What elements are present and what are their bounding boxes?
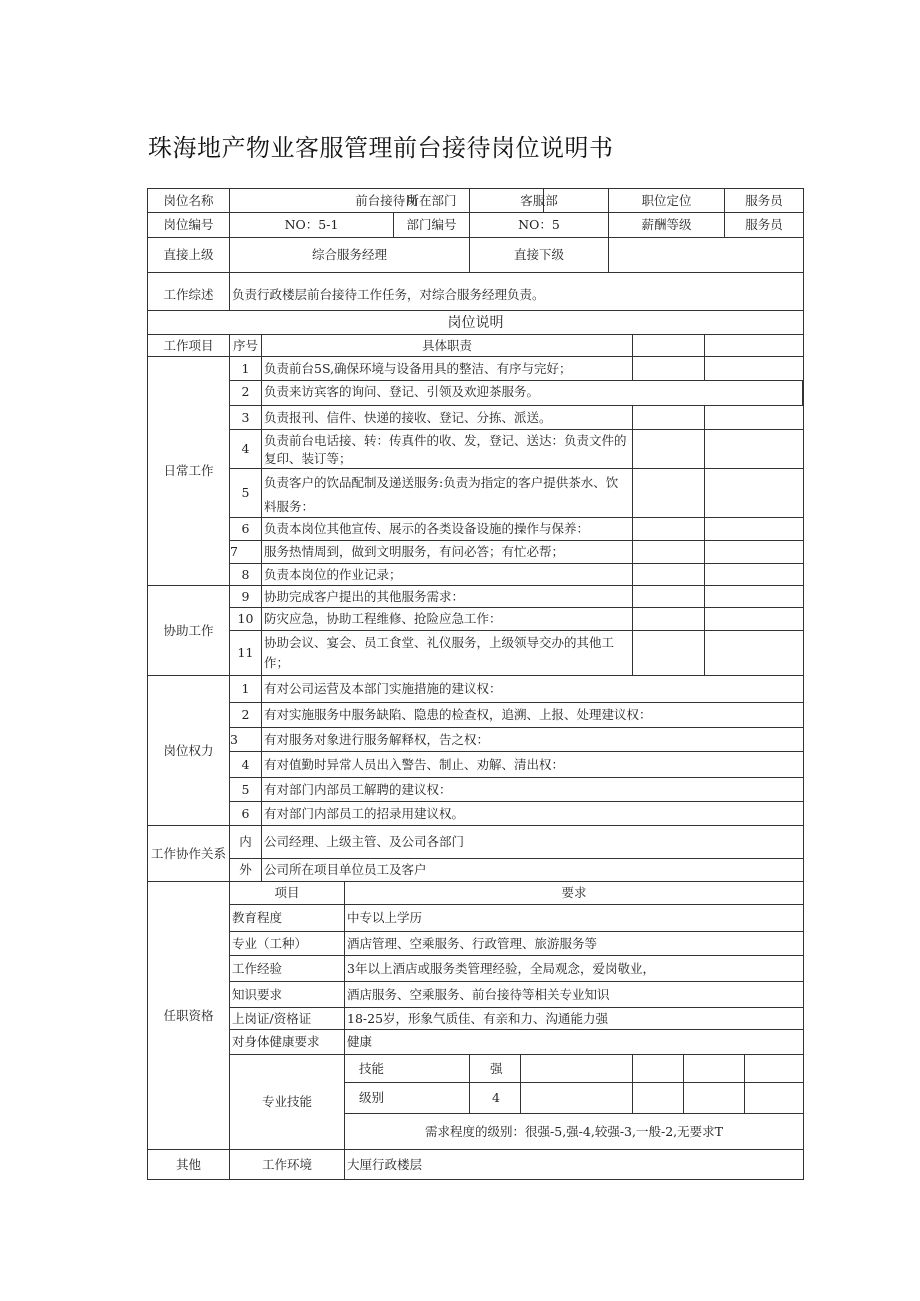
duty-cell: 有对实施服务中服务缺陷、隐患的检查权，追溯、上报、处理建议权：: [262, 703, 803, 728]
col-item: 工作项目: [148, 335, 230, 357]
qual-item: 专业（工种）: [230, 932, 345, 956]
duty-cell: 负责来访宾客的询问、登记、引领及欢迎茶服务。: [262, 381, 803, 406]
dept-value: 客服部: [470, 189, 609, 213]
blank-cell: [705, 608, 803, 631]
seq-cell: 6: [230, 802, 262, 826]
authority-label: 岗位权力: [148, 676, 230, 826]
blank-cell: [633, 608, 705, 631]
seq-cell: 5: [230, 778, 262, 802]
seq-cell: 2: [230, 381, 262, 406]
blank-cell: [633, 541, 705, 564]
blank-cell: [705, 564, 803, 586]
env-value: 大厘行政楼层: [347, 1156, 423, 1172]
skill-grid-cell: [633, 1055, 684, 1083]
relation-inner: 公司经理、上级主管、及公司各部门: [262, 826, 803, 859]
salary-value: 服务员: [725, 213, 803, 238]
duty-cell: 有对部门内部员工的招录用建议权。: [262, 802, 803, 826]
blank-cell: [705, 586, 803, 608]
qual-req: 18-25岁，形象气质佳、有亲和力、沟通能力强: [345, 1008, 803, 1030]
blank-cell: [705, 335, 803, 357]
relation-outer-label: 外: [230, 859, 262, 882]
dept-label: 所在部门: [394, 189, 470, 213]
blank-cell: [633, 586, 705, 608]
seq-cell: 7: [230, 541, 262, 564]
qual-req: 3年以上酒店或服务类管理经验，全局观念，爱岗敬业，: [345, 956, 803, 982]
blank-cell: [633, 518, 705, 541]
skill-grid-cell: [521, 1055, 633, 1083]
duty-cell: 协助完成客户提出的其他服务需求：: [262, 586, 633, 608]
qual-req: 酒店服务、空乘服务、前台接待等相关专业知识: [345, 982, 803, 1008]
pos-no-value: NO：5-1: [230, 213, 394, 238]
skill-level-label: 级别: [345, 1083, 470, 1114]
duty-cell: 负责前台5S,确保环境与设备用具的整洁、有序与完好；: [262, 357, 633, 381]
blank-cell: [705, 406, 803, 430]
pos-name-value: 前台接待岗: [230, 189, 544, 213]
blank-cell: [633, 631, 705, 676]
skill-note: 需求程度的级别：很强-5,强-4,较强-3,一般-2,无要求T: [345, 1114, 803, 1150]
seq-cell: 10: [230, 608, 262, 631]
seq-cell: 4: [230, 430, 262, 469]
duty-cell: 有对公司运营及本部门实施措施的建议权：: [262, 676, 803, 703]
relation-inner-label: 内: [230, 826, 262, 859]
blank-cell: [633, 335, 705, 357]
dept-no-value: NO：5: [470, 213, 609, 238]
skill-grid-cell: [684, 1083, 745, 1114]
blank-cell: [633, 430, 705, 469]
section-title: 岗位说明: [148, 311, 803, 335]
blank-cell: [633, 357, 705, 381]
col-duty: 具体职责: [262, 335, 633, 357]
col-seq: 序号: [230, 335, 262, 357]
duty-cell: 服务热情周到，做到文明服务，有问必答；有忙必帮；: [262, 541, 633, 564]
pos-name-label: 岗位名称: [148, 189, 230, 213]
duty-cell: 有对值勤时异常人员出入警告、制止、劝解、清出权：: [262, 752, 803, 778]
skill-grid-cell: [521, 1083, 633, 1114]
qualification-label: 任职资格: [148, 882, 230, 1150]
skill-label: 专业技能: [230, 1055, 345, 1150]
seq-cell: 8: [230, 564, 262, 586]
skill-grid-cell: [684, 1055, 745, 1083]
qual-item: 知识要求: [230, 982, 345, 1008]
relation-label: 工作协作关系: [148, 826, 230, 882]
skill-grid-cell: [745, 1083, 803, 1114]
blank-cell: [705, 541, 803, 564]
other-label: 其他: [148, 1150, 230, 1179]
skill-grid-cell: [745, 1055, 803, 1083]
duty-cell: 防灾应急，协助工程维修、抢险应急工作：: [262, 608, 633, 631]
qual-req: 酒店管理、空乘服务、行政管理、旅游服务等: [345, 932, 803, 956]
duty-cell: 负责本岗位的作业记录；: [262, 564, 633, 586]
blank-cell: [705, 469, 803, 518]
qual-req: 中专以上学历: [345, 905, 803, 932]
duty-cell: 协助会议、宴会、员工食堂、礼仪服务，上级领导交办的其他工作；: [262, 631, 633, 676]
summary-label: 工作综述: [148, 273, 230, 311]
blank-cell: [705, 357, 803, 381]
seq-cell: 9: [230, 586, 262, 608]
blank-cell: [705, 430, 803, 469]
seq-cell: 1: [230, 676, 262, 703]
rank-label: 职位定位: [609, 189, 725, 213]
blank-cell: [705, 518, 803, 541]
superior-value: 综合服务经理: [230, 238, 470, 273]
qual-req: 健康: [345, 1030, 803, 1055]
skill-grid-cell: [633, 1083, 684, 1114]
seq-cell: 3: [230, 406, 262, 430]
skill-level-value: 4: [470, 1083, 521, 1114]
seq-cell: 11: [230, 631, 262, 676]
blank-cell: [633, 469, 705, 518]
rank-value: 服务员: [725, 189, 803, 213]
seq-cell: 6: [230, 518, 262, 541]
seq-cell: 3: [230, 728, 262, 752]
qual-req-header: 要求: [345, 882, 803, 905]
assist-label: 协助工作: [148, 586, 230, 676]
blank-cell: [633, 564, 705, 586]
seq-cell: 5: [230, 469, 262, 518]
pos-no-label: 岗位编号: [148, 213, 230, 238]
subordinate-label: 直接下级: [470, 238, 609, 273]
dept-no-label: 部门编号: [394, 213, 470, 238]
duty-cell: 有对服务对象进行服务解释权，告之权：: [262, 728, 803, 752]
duty-cell: 负责客户的饮品配制及递送服务:负责为指定的客户提供茶水、饮料服务：: [262, 469, 633, 518]
summary-value: 负责行政楼层前台接待工作任务，对综合服务经理负责。: [230, 273, 803, 311]
seq-cell: 4: [230, 752, 262, 778]
qual-item: 对身体健康要求: [230, 1030, 345, 1055]
env-label: 工作环境: [230, 1150, 345, 1179]
qual-item: 上岗证/资格证: [230, 1008, 345, 1030]
subordinate-value: [609, 238, 803, 273]
superior-label: 直接上级: [148, 238, 230, 273]
qual-item-header: 项目: [230, 882, 345, 905]
seq-cell: 1: [230, 357, 262, 381]
qual-item: 教育程度: [230, 905, 345, 932]
duty-cell: 负责前台电话接、转：传真件的收、发，登记、送达：负责文件的复印、装订等；: [262, 430, 633, 469]
blank-cell: [705, 631, 803, 676]
relation-outer: 公司所在项目单位员工及客户: [262, 859, 803, 882]
seq-cell: 2: [230, 703, 262, 728]
skill-name-label: 技能: [345, 1055, 470, 1083]
skill-name-value: 强: [470, 1055, 521, 1083]
duty-cell: 负责本岗位其他宣传、展示的各类设备设施的操作与保养：: [262, 518, 633, 541]
salary-label: 薪酬等级: [609, 213, 725, 238]
qual-item: 工作经验: [230, 956, 345, 982]
document-title: 珠海地产物业客服管理前台接待岗位说明书: [148, 134, 614, 162]
job-description-table: [147, 188, 804, 1180]
duty-cell: 有对部门内部员工解聘的建议权：: [262, 778, 803, 802]
duty-cell: 负责报刊、信件、快递的接收、登记、分拣、派送。: [262, 406, 633, 430]
daily-label: 日常工作: [148, 357, 230, 586]
blank-cell: [633, 406, 705, 430]
